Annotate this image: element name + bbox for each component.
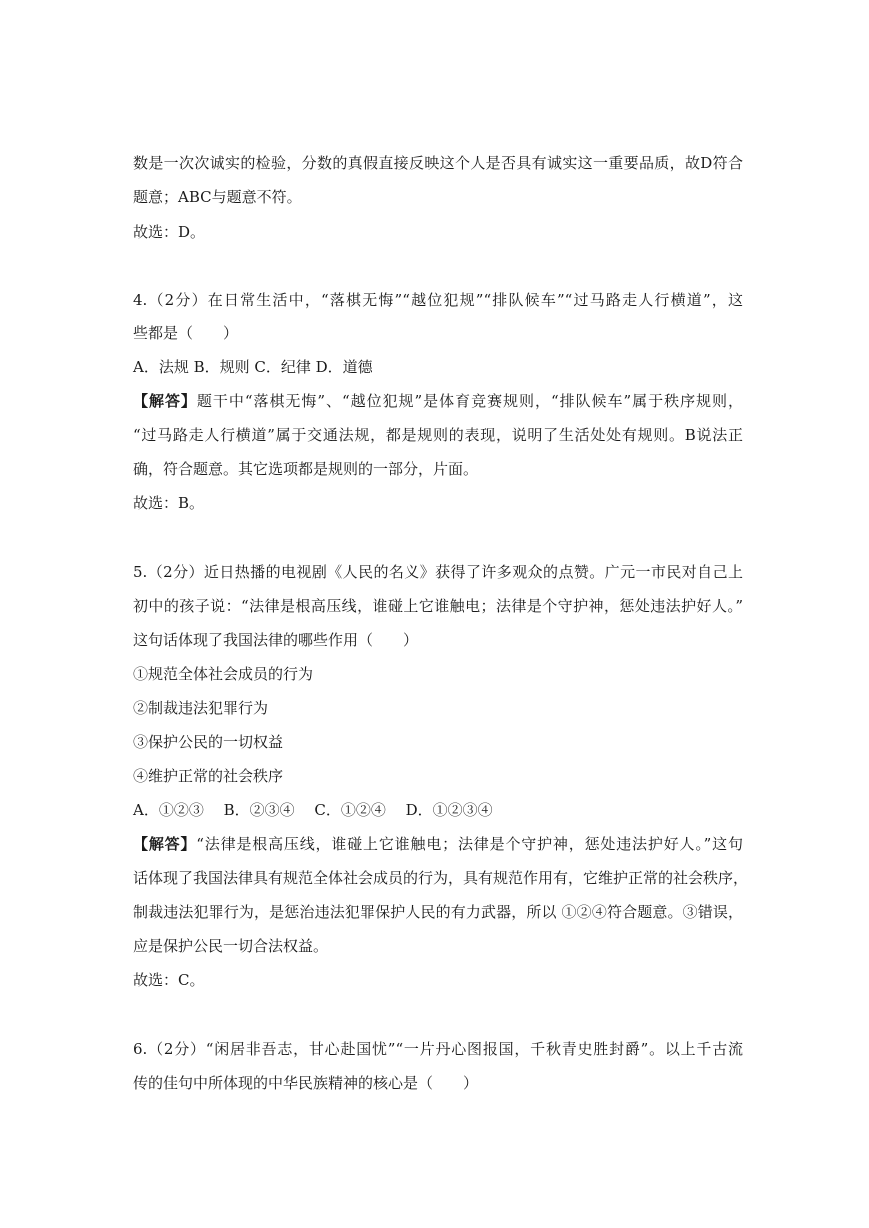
q5-stem-line-3: 这句话体现了我国法律的哪些作用（ ） (133, 631, 419, 649)
q3-answer-choice: 故选：D。 (133, 223, 206, 241)
q5-item-3: ③保护公民的一切权益 (133, 733, 284, 751)
answer-tag: 【解答】 (133, 392, 197, 410)
q4-answer-text-1: 题干中“落棋无悔”、“越位犯规”是体育竞赛规则，“排队候车”属于秩序规则， (196, 392, 743, 410)
q6-stem-line-1: 6.（2分）“闲居非吾志，甘心赴国忧”“一片丹心图报国，千秋青史胜封爵”。以上千古流 (133, 1040, 743, 1058)
q5-answer-line-3: 制裁违法犯罪行为，是惩治违法犯罪保护人民的有力武器，所以 ①②④符合题意。③错误， (133, 903, 743, 921)
q4-stem-line-1: 4.（2分）在日常生活中，“落棋无悔”“越位犯规”“排队候车”“过马路走人行横道”，这 (133, 291, 743, 309)
q5-answer-line-2: 话体现了我国法律具有规范全体社会成员的行为，具有规范作用有，它维护正常的社会秩序， (133, 869, 749, 887)
q6-stem-line-2: 传的佳句中所体现的中华民族精神的核心是（ ） (133, 1074, 479, 1092)
q5-item-2: ②制裁违法犯罪行为 (133, 699, 269, 717)
q4-stem-line-2: 些都是（ ） (133, 324, 239, 342)
q3-explanation-line-1: 数是一次次诚实的检验，分数的真假直接反映这个人是否具有诚实这一重要品质，故D符合 (133, 154, 743, 172)
answer-tag: 【解答】 (133, 835, 197, 853)
q5-options: A．①②③ B．②③④ C．①②④ D．①②③④ (133, 801, 493, 819)
q4-answer-line-1 (133, 391, 743, 411)
q5-stem-line-1: 5.（2分）近日热播的电视剧《人民的名义》获得了许多观众的点赞。广元一市民对自己上 (133, 563, 743, 581)
q4-answer-choice: 故选：B。 (133, 494, 205, 512)
q4-answer-line-3: 确，符合题意。其它选项都是规则的一部分，片面。 (133, 460, 479, 478)
q3-explanation-line-2: 题意；ABC与题意不符。 (133, 188, 302, 206)
q4-options: A．法规 B．规则 C．纪律 D．道德 (133, 358, 373, 376)
q5-item-1: ①规范全体社会成员的行为 (133, 665, 314, 683)
q5-answer-line-1 (133, 834, 743, 854)
q5-item-4: ④维护正常的社会秩序 (133, 767, 284, 785)
q5-answer-line-4: 应是保护公民一切合法权益。 (133, 937, 329, 955)
q5-stem-line-2: 初中的孩子说：“法律是根高压线，谁碰上它谁触电；法律是个守护神，惩处违法护好人。” (133, 597, 743, 615)
q4-answer-line-2: “过马路走人行横道”属于交通法规，都是规则的表现，说明了生活处处有规则。B说法正 (133, 426, 743, 444)
q5-answer-text-1: “法律是根高压线，谁碰上它谁触电；法律是个守护神，惩处违法护好人。”这句 (196, 835, 743, 853)
q5-answer-choice: 故选：C。 (133, 971, 205, 989)
